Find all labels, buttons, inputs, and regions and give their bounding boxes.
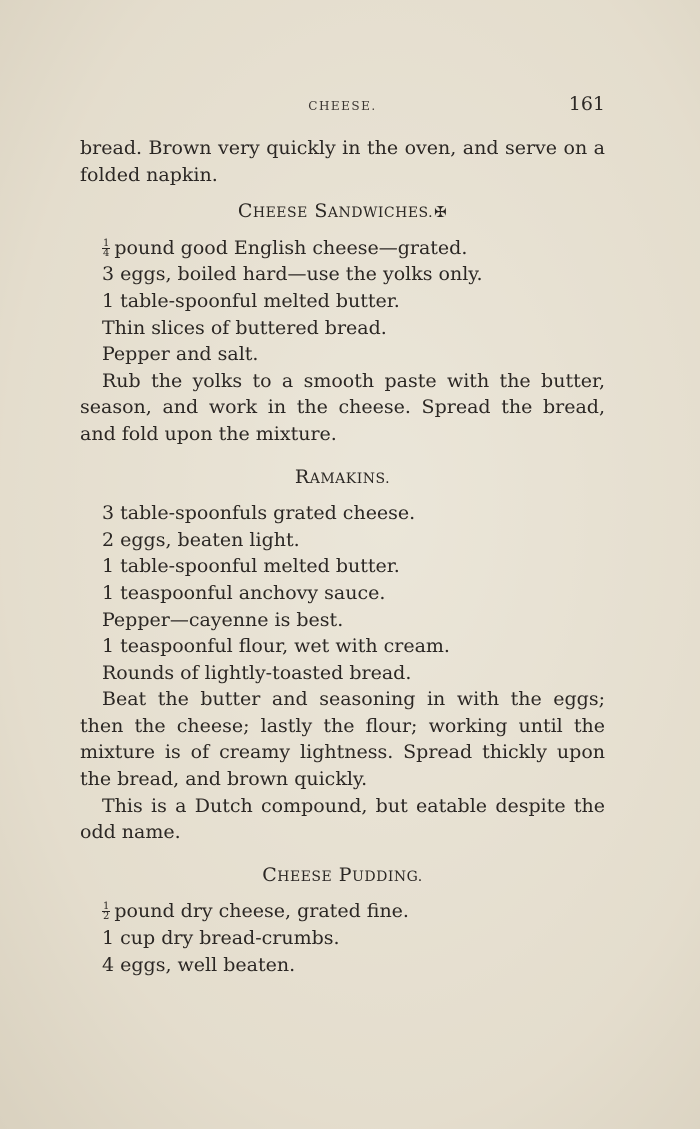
directions-paragraph: Beat the butter and seasoning in with the eggs; then the cheese; lastly the flour; working until the mixture is of creamy lightness. Spread thickly upon the bread, and brown quickly.: [80, 688, 605, 791]
intro-paragraph: bread. Brown very quickly in the oven, and serve on a folded napkin.: [80, 137, 605, 186]
ingredient-line: [80, 235, 605, 262]
note-paragraph: This is a Dutch compound, but eatable despite the odd name.: [80, 794, 605, 844]
heading-initial: S: [314, 200, 328, 223]
fraction-denominator: 4: [103, 247, 110, 259]
heading-cheese-sandwiches: [80, 198, 605, 227]
ingredient-line: Pepper—cayenne is best.: [102, 608, 344, 631]
heading-smallcaps: HEESE: [252, 205, 308, 222]
heading-smallcaps: HEESE: [277, 868, 333, 885]
running-head: CHEESE.: [308, 99, 377, 113]
ingredient-text: pound good English cheese—grated.: [114, 236, 468, 259]
heading-cheese-pudding: [80, 862, 605, 891]
heading-initial: P: [338, 863, 353, 886]
ingredient-line: 3 eggs, boiled hard—use the yolks only.: [102, 263, 483, 286]
page-number: 161: [568, 93, 605, 115]
fraction: [102, 239, 110, 258]
page-body: [80, 135, 605, 978]
ingredient-line: 1 table-spoonful melted butter.: [102, 555, 400, 578]
ingredient-line: 1 teaspoonful anchovy sauce.: [102, 581, 386, 604]
ingredient-line: Pepper and salt.: [102, 343, 259, 366]
ingredient-line: Rounds of lightly-toasted bread.: [102, 661, 412, 684]
directions-paragraph: Rub the yolks to a smooth paste with the butter, season, and work in the cheese. Spread the bread, and fold upon the mixture.: [80, 369, 605, 445]
fraction-numerator: 1: [103, 901, 110, 913]
ingredient-line: [80, 898, 605, 925]
ingredient-line: 1 cup dry bread-crumbs.: [102, 927, 340, 950]
ingredient-line: 1 teaspoonful flour, wet with cream.: [102, 635, 450, 658]
ingredient-line: 4 eggs, well beaten.: [102, 953, 296, 976]
heading-smallcaps: UDDING.: [352, 868, 423, 885]
heading-initial: R: [294, 465, 310, 488]
ingredient-text: pound dry cheese, grated fine.: [114, 900, 409, 923]
heading-smallcaps: ANDWICHES.: [327, 205, 434, 222]
heading-initial: C: [237, 200, 253, 223]
fraction: [102, 902, 110, 921]
ingredient-line: 3 table-spoonfuls grated cheese.: [102, 502, 416, 525]
ingredient-line: 2 eggs, beaten light.: [102, 528, 300, 551]
heading-initial: C: [262, 863, 278, 886]
fraction-denominator: 2: [103, 911, 110, 923]
heading-smallcaps: AMAKINS.: [309, 470, 391, 487]
ingredient-line: Thin slices of buttered bread.: [102, 316, 387, 339]
heading-ramakins: [80, 464, 605, 493]
fraction-numerator: 1: [103, 237, 110, 249]
ingredient-line: 1 table-spoonful melted butter.: [102, 289, 400, 312]
page-header: [80, 93, 605, 117]
cross-mark-icon: ✠: [434, 203, 448, 222]
